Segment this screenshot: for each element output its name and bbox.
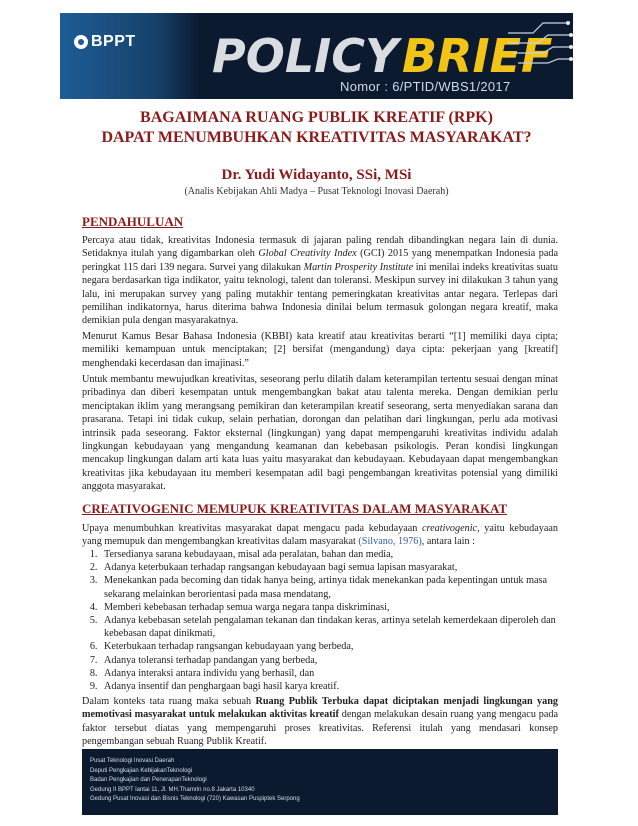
section-heading-creativogenic: CREATIVOGENIC MEMUPUK KREATIVITAS DALAM MASYARAKAT [82, 501, 508, 516]
title-line-1: BAGAIMANA RUANG PUBLIK KREATIF (RPK) [140, 109, 493, 126]
paragraph-kbbi: Menurut Kamus Besar Bahasa Indonesia (KBBI) kata kreatif atau kreativitas berarti “[1] memiliki daya cipta; memiliki kemampuan untuk menciptakan; [2] bersifat (mengandung) daya cipta: pekerjaan yang [kreatif] menghendaki kecerdasan dan imajinasi.” [82, 331, 558, 369]
list-item: 5. Adanya kebebasan setelah pengalaman tekanan dan tindakan keras, artinya setelah kemerdekaan diperoleh dan kebebasan dapat dinikmati, [100, 614, 576, 640]
circuit-decoration-icon [503, 13, 573, 99]
list-item: 4. Memberi kebebasan terhadap semua warga negara tanpa diskriminasi, [100, 601, 576, 614]
document-number: Nomor : 6/PTID/WBS1/2017 [340, 79, 511, 94]
paragraph-intro: Percaya atau tidak, kreativitas Indonesia termasuk di jajaran paling rendah dibandingkan negara lain di dunia. Setidaknya itulah yang digambarkan oleh Global Creativity Index (GCI) 2015 yang menempatkan Indonesia pada peringkat 115 dari 139 negara. Survei yang dilakukan Martin Prosperity Institute ini menilai indeks kreativitas suatu negara berdasarkan tiga indikator, yaitu teknologi, talent dan toleransi. Meskipun survey ini dilakukan 3 tahun yang lalu, ini merupakan survey yang paling mutakhir tentang pemeringkatan kreativitas antar negara. Terlepas dari pemilihan indikatornya, harus diterima bahwa Indonesia dinilai belum termasuk golongan negara kreatif, maka demikian pula dengan masyarakatnya. [82, 235, 558, 327]
list-item: 6. Keterbukaan terhadap rangsangan kebudayaan yang berbeda, [100, 640, 576, 653]
policy-brief-banner [60, 13, 573, 99]
list-item: 7. Adanya toleransi terhadap pandangan yang berbeda, [100, 654, 576, 667]
brand-brief-text: BRIEF [402, 29, 553, 83]
bppt-logo-text: BPPT [91, 33, 136, 50]
footer-line: Badan Pengkajian dan PenerapanTeknologi [90, 777, 207, 784]
list-item: 8. Adanya interaksi antara individu yang berhasil, dan [100, 667, 576, 680]
paragraph-closing: Dalam konteks tata ruang maka sebuah Ruang Publik Terbuka dapat diciptakan menjadi lingkungan yang memotivasi masyarakat untuk melakukan aktivitas kreatif dengan melakukan desain ruang yang mengacu pada faktor tersebut diatas yang mempengaruhi proses kreativitas. Referensi itulah yang mendasari konsep pengembangan sebuah Ruang Publik Kreatif. [82, 696, 558, 748]
bppt-logo-icon [74, 35, 88, 49]
section-heading-pendahuluan: PENDAHULUAN [82, 214, 184, 229]
list-item: 2. Adanya keterbukaan terhadap rangsangan kebudayaan bagi semua lapisan masyarakat, [100, 561, 576, 574]
paragraph-creativogenic-intro: Upaya menumbuhkan kreativitas masyarakat dapat mengacu pada kebudayaan creativogenic, yaitu kebudayaan yang memupuk dan mengembangkan kreativitas dalam masyarakat (Silvano, 1976), antara lain : [82, 523, 558, 548]
bppt-logo [74, 31, 134, 61]
paragraph-creativity-support: Untuk membantu mewujudkan kreativitas, seseorang perlu dilatih dalam keterampilan tertentu sesuai dengan minat pribadinya dan diberi kesempatan untuk mengembangkan bakat atau talenta mereka. Dengan demikian perlu menciptakan iklim yang merangsang pemikiran dan keterampilan kreatif seseorang, serta menyediakan sarana dan prasarana. Tetapi ini tidak cukup, selain perhatian, dorongan dan pelatihan dari lingkungan, perlu ada motivasi intrinsik pada seseorang. Faktor eksternal (lingkungan) yang dapat mempengaruhi kreativitas individu adalah lingkungan kebudayaan yang mengandung keamanan dan kebebasan psikologis. Peran kondisi lingkungan mencakup lingkungan dalam arti kata luas yaitu masyarakat dan kebudayaan. Kebudayaan dapat mengembangkan kreativitas jika kebudayaan itu memberi kesempatan adil bagi pengembangan kreativitas potensial yang dimiliki anggota masyarakat. [82, 374, 558, 493]
author-role: (Analis Kebijakan Ahli Madya – Pusat Teknologi Inovasi Daerah) [184, 186, 449, 197]
footer-line: Pusat Teknologi Inovasi Daerah [90, 758, 175, 764]
footer-line: Gedung II BPPT lantai 11, Jl. MH.Thamrin no.8 Jakarta 10340 [90, 786, 255, 793]
page-title [60, 108, 573, 148]
list-item: 9. Adanya insentif dan penghargaan bagi hasil karya kreatif. [100, 680, 576, 693]
list-item: 1. Tersedianya sarana kebudayaan, misal ada peralatan, bahan dan media, [100, 548, 576, 561]
title-line-2: DAPAT MENUMBUHKAN KREATIVITAS MASYARAKAT? [101, 129, 532, 146]
footer-line: Deputi Pengkajian KebijakanTeknologi [90, 767, 193, 774]
footer-address-block [82, 749, 558, 815]
brand-policy-text: POLICY [212, 29, 399, 83]
footer-line: Gedung Pusat Inovasi dan Bisnis Teknologi (720) Kawasan Puspiptek Serpong [90, 796, 300, 803]
list-item: 3. Menekankan pada becoming dan tidak hanya being, artinya tidak menekankan pada kepentingan untuk masa sekarang melainkan berorientasi pada masa mendatang, [100, 574, 576, 600]
creativogenic-factors-list [82, 548, 576, 693]
author-name: Dr. Yudi Widayanto, SSi, MSi [221, 167, 412, 183]
citation-silvano: (Silvano, 1976) [358, 536, 422, 548]
